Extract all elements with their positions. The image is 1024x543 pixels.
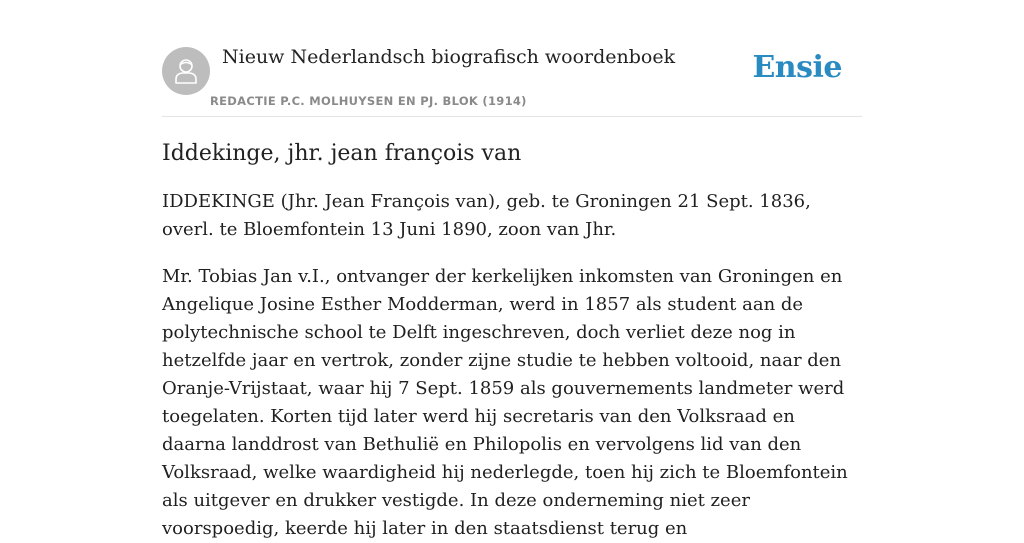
person-outline-icon: [171, 56, 201, 86]
page: [162, 0, 862, 543]
editors-line: REDACTIE P.C. MOLHUYSEN EN PJ. BLOK (1914): [210, 94, 527, 108]
book-title[interactable]: Nieuw Nederlandsch biografisch woordenboek: [222, 46, 676, 68]
user-avatar-icon[interactable]: [162, 47, 210, 95]
entry-paragraph: IDDEKINGE (Jhr. Jean François van), geb. te Groningen 21 Sept. 1836, overl. te Bloemfontein 13 Juni 1890, zoon van Jhr.: [162, 191, 811, 240]
entry-title: Iddekinge, jhr. jean françois van: [162, 141, 522, 166]
entry-paragraph: Mr. Tobias Jan v.I., ontvanger der kerkelijken inkomsten van Groningen en Angelique Josine Esther Modderman, werd in 1857 als student aan de polytechnische school te Delft ingeschreven, doch verliet deze nog in hetzelfde jaar en vertrok, zonder zijne studie te hebben voltooid, naar den Oranje-Vrijstaat, waar hij 7 Sept. 1859 als gouvernements landmeter werd toegelaten. Korten tijd later werd hij secretaris van den Volksraad en daarna landdrost van Bethulië en Philopolis en vervolgens lid van den Volksraad, welke waardigheid hij nederlegde, toen hij zich te Bloemfontein als uitgever en drukker vestigde. In deze onderneming niet zeer voorspoedig, keerde hij later in den staatsdienst terug en: [162, 266, 848, 539]
brand-logo[interactable]: Ensie: [752, 50, 842, 85]
header: [162, 0, 862, 117]
